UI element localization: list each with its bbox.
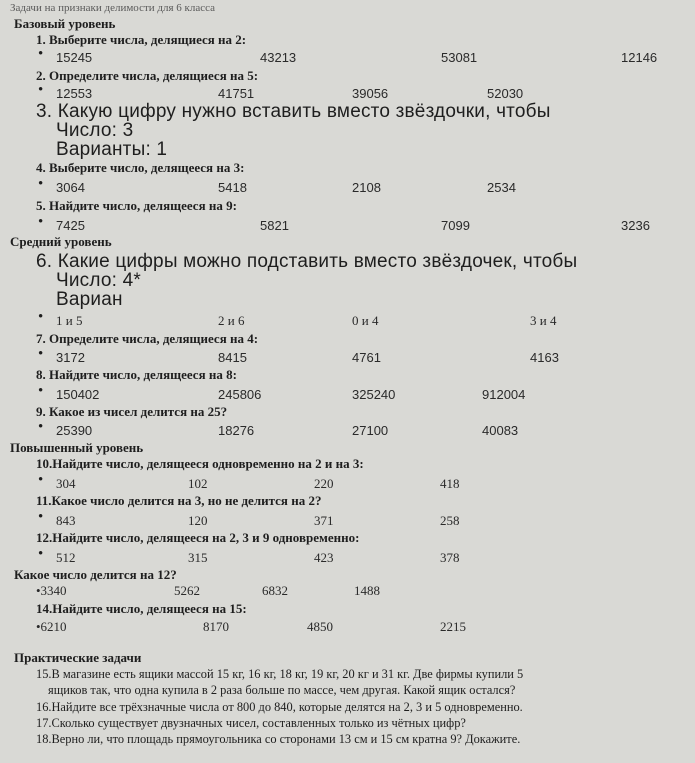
bullet: • bbox=[38, 346, 44, 362]
option: 3236 bbox=[621, 218, 650, 233]
bullet: • bbox=[38, 82, 44, 98]
option: 41751 bbox=[218, 86, 255, 101]
option: 315 bbox=[188, 550, 208, 565]
option: 304 bbox=[56, 476, 76, 491]
option: 52030 bbox=[487, 86, 524, 101]
option: 8170 bbox=[203, 619, 229, 634]
option: 0 и 4 bbox=[352, 313, 379, 328]
option: 12146 bbox=[621, 50, 658, 65]
option: 39056 bbox=[352, 86, 389, 101]
question-14: 14.Найдите число, делящееся на 15: bbox=[36, 601, 247, 616]
option: 8415 bbox=[218, 350, 247, 365]
option: 5418 bbox=[218, 180, 247, 195]
option: 27100 bbox=[352, 423, 389, 438]
option: 7425 bbox=[56, 218, 85, 233]
option: 4761 bbox=[352, 350, 381, 365]
option: 15245 bbox=[56, 50, 93, 65]
option: 3064 bbox=[56, 180, 85, 195]
option: 843 bbox=[56, 513, 76, 528]
option: 418 bbox=[440, 476, 460, 491]
option: 12553 bbox=[56, 86, 93, 101]
option: 1488 bbox=[354, 583, 380, 598]
section-practical: Практические задачи bbox=[14, 650, 142, 665]
bullet: • bbox=[38, 46, 44, 62]
option: 423 bbox=[314, 550, 334, 565]
problem-15: 15.В магазине есть ящики массой 15 кг, 16 кг, 18 кг, 19 кг, 20 кг и 31 кг. Две фирмы купили 5 bbox=[36, 667, 524, 681]
page-title: Задачи на признаки делимости для 6 класса bbox=[10, 2, 216, 14]
question-2: 2. Определите числа, делящиеся на 5: bbox=[36, 68, 259, 83]
option: 102 bbox=[188, 476, 208, 491]
bullet: • bbox=[38, 383, 44, 399]
question-12: 12.Найдите число, делящееся на 2, 3 и 9 одновременно: bbox=[36, 530, 360, 545]
option: 512 bbox=[56, 550, 76, 565]
option: 2108 bbox=[352, 180, 381, 195]
section-medium: Средний уровень bbox=[10, 234, 112, 249]
question-5: 5. Найдите число, делящееся на 9: bbox=[36, 198, 237, 213]
problem-16: 16.Найдите все трёхзначные числа от 800 до 840, которые делятся на 2, 3 и 5 одновременно. bbox=[36, 700, 523, 714]
question-9: 9. Какое из чисел делится на 25? bbox=[36, 404, 228, 419]
option: 120 bbox=[188, 513, 208, 528]
question-6: 6. Какие цифры можно подставить вместо звёздочек, чтобы bbox=[36, 251, 578, 272]
option: 25390 bbox=[56, 423, 93, 438]
bullet: • bbox=[38, 419, 44, 435]
option: 3 и 4 bbox=[530, 313, 557, 328]
option: 1 и 5 bbox=[56, 313, 83, 328]
option: 2215 bbox=[440, 619, 466, 634]
option: 325240 bbox=[352, 387, 396, 402]
question-1: 1. Выберите числа, делящиеся на 2: bbox=[36, 32, 247, 47]
option: 53081 bbox=[441, 50, 478, 65]
bullet: • bbox=[38, 214, 44, 230]
bullet: • bbox=[38, 472, 44, 488]
option: 912004 bbox=[482, 387, 526, 402]
question-7: 7. Определите числа, делящиеся на 4: bbox=[36, 331, 259, 346]
option: 18276 bbox=[218, 423, 255, 438]
option: 43213 bbox=[260, 50, 297, 65]
bullet: • bbox=[38, 546, 44, 562]
option: 220 bbox=[314, 476, 334, 491]
bullet: • bbox=[38, 309, 44, 325]
option: 2534 bbox=[487, 180, 516, 195]
option: 245806 bbox=[218, 387, 262, 402]
option: 2 и 6 bbox=[218, 313, 245, 328]
section-advanced: Повышенный уровень bbox=[10, 440, 144, 455]
option: 258 bbox=[440, 513, 460, 528]
option: 5821 bbox=[260, 218, 289, 233]
question-4: 4. Выберите число, делящееся на 3: bbox=[36, 160, 245, 175]
option: 40083 bbox=[482, 423, 519, 438]
option: •3340 bbox=[36, 583, 67, 598]
bullet: • bbox=[38, 509, 44, 525]
option: 7099 bbox=[441, 218, 470, 233]
option: 6832 bbox=[262, 583, 288, 598]
option: 5262 bbox=[174, 583, 200, 598]
question-6-variants: Вариан bbox=[56, 289, 123, 310]
option: •6210 bbox=[36, 619, 67, 634]
question-6-number: Число: 4* bbox=[56, 270, 141, 291]
question-3-number: Число: 3 bbox=[56, 120, 134, 141]
question-13: Какое число делится на 12? bbox=[14, 567, 177, 582]
option: 150402 bbox=[56, 387, 100, 402]
bullet: • bbox=[38, 176, 44, 192]
question-8: 8. Найдите число, делящееся на 8: bbox=[36, 367, 237, 382]
option: 378 bbox=[440, 550, 460, 565]
question-11: 11.Какое число делится на 3, но не делится на 2? bbox=[36, 493, 322, 508]
option: 4163 bbox=[530, 350, 559, 365]
problem-17: 17.Сколько существует двузначных чисел, составленных только из чётных цифр? bbox=[36, 716, 466, 730]
question-3-variants: Варианты: 1 bbox=[56, 139, 168, 160]
option: 3172 bbox=[56, 350, 85, 365]
option: 4850 bbox=[307, 619, 333, 634]
problem-18: 18.Верно ли, что площадь прямоугольника со сторонами 13 см и 15 см кратна 9? Докажите. bbox=[36, 732, 521, 746]
problem-15-cont: ящиков так, что одна купила в 2 раза больше по массе, чем другая. Какой ящик остался? bbox=[48, 683, 516, 697]
option: 371 bbox=[314, 513, 334, 528]
section-basic: Базовый уровень bbox=[14, 16, 116, 31]
question-10: 10.Найдите число, делящееся одновременно на 2 и на 3: bbox=[36, 456, 364, 471]
question-3: 3. Какую цифру нужно вставить вместо звёздочки, чтобы bbox=[36, 101, 551, 122]
